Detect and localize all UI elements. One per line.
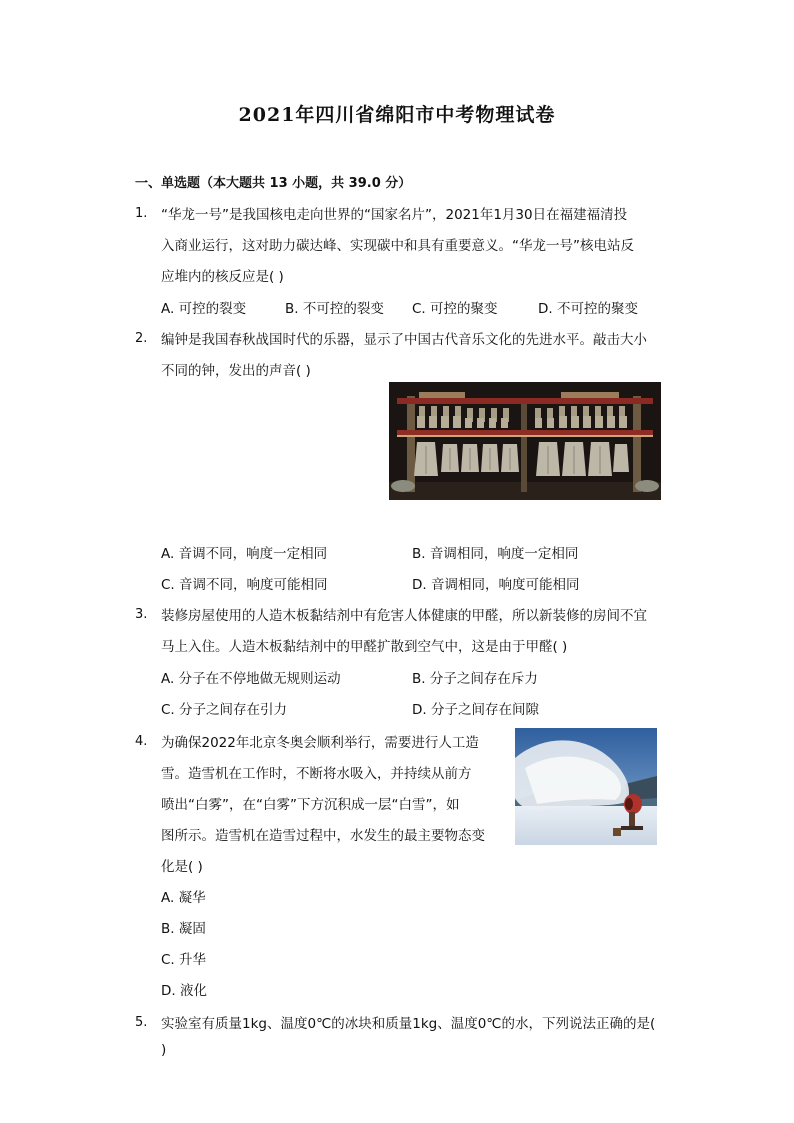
question-3-number: 3. bbox=[135, 607, 148, 622]
question-3-option-c: C. 分子之间存在引力 bbox=[161, 702, 288, 718]
question-4-line-4: 图所示。造雪机在造雪过程中，水发生的最主要物态变 bbox=[161, 828, 485, 844]
question-1-line-2: 入商业运行，这对助力碳达峰、实现碳中和具有重要意义。“华龙一号”核电站反 bbox=[161, 238, 634, 254]
question-2-line-1: 编钟是我国春秋战国时代的乐器，显示了中国古代音乐文化的先进水平。敲击大小 bbox=[161, 332, 647, 348]
question-1-line-3: 应堆内的核反应是( ) bbox=[161, 269, 284, 285]
question-1-option-a: A. 可控的裂变 bbox=[161, 301, 247, 317]
question-4-option-b: B. 凝固 bbox=[161, 921, 206, 937]
question-3-option-a: A. 分子在不停地做无规则运动 bbox=[161, 671, 341, 687]
question-3-line-2: 马上入住。人造木板黏结剂中的甲醛扩散到空气中，这是由于甲醛( ) bbox=[161, 639, 568, 655]
question-3-line-1: 装修房屋使用的人造木板黏结剂中有危害人体健康的甲醛，所以新装修的房间不宜 bbox=[161, 608, 647, 624]
question-1-option-b: B. 不可控的裂变 bbox=[285, 301, 384, 317]
question-4-line-3: 喷出“白雾”，在“白雾”下方沉积成一层“白雪”，如 bbox=[161, 797, 460, 813]
question-3-option-b: B. 分子之间存在斥力 bbox=[412, 671, 538, 687]
question-2-option-d: D. 音调相同，响度可能相同 bbox=[412, 577, 580, 593]
question-1-option-c: C. 可控的聚变 bbox=[412, 301, 498, 317]
question-4-number: 4. bbox=[135, 734, 148, 749]
page-title: 2021年四川省绵阳市中考物理试卷 bbox=[238, 104, 556, 126]
question-1-number: 1. bbox=[135, 206, 148, 221]
snow-machine-image bbox=[515, 728, 657, 845]
question-4-option-a: A. 凝华 bbox=[161, 890, 206, 906]
question-1-option-d: D. 不可控的聚变 bbox=[538, 301, 638, 317]
question-2-option-c: C. 音调不同，响度可能相同 bbox=[161, 577, 328, 593]
question-4-option-d: D. 液化 bbox=[161, 983, 207, 999]
question-2-option-a: A. 音调不同，响度一定相同 bbox=[161, 546, 328, 562]
question-4-option-c: C. 升华 bbox=[161, 952, 207, 968]
section-header: 一、单选题（本大题共 13 小题，共 39.0 分） bbox=[135, 176, 412, 191]
bells-illustration bbox=[389, 382, 661, 500]
snow-machine-illustration bbox=[515, 728, 657, 845]
question-5-line-2: ) bbox=[161, 1042, 167, 1058]
question-5-line-1: 实验室有质量1kg、温度0℃的冰块和质量1kg、温度0℃的水，下列说法正确的是( bbox=[161, 1016, 656, 1032]
chime-bells-image bbox=[389, 382, 661, 500]
question-1-line-1: “华龙一号”是我国核电走向世界的“国家名片”，2021年1月30日在福建福清投 bbox=[161, 207, 628, 223]
question-4-line-2: 雪。造雪机在工作时，不断将水吸入，并持续从前方 bbox=[161, 766, 472, 782]
question-3-option-d: D. 分子之间存在间隙 bbox=[412, 702, 539, 718]
question-4-line-5: 化是( ) bbox=[161, 859, 203, 875]
question-4-line-1: 为确保2022年北京冬奥会顺利举行，需要进行人工造 bbox=[161, 735, 479, 751]
question-2-option-b: B. 音调相同，响度一定相同 bbox=[412, 546, 579, 562]
question-2-line-2: 不同的钟，发出的声音( ) bbox=[161, 363, 311, 379]
question-5-number: 5. bbox=[135, 1015, 148, 1030]
question-2-number: 2. bbox=[135, 331, 148, 346]
